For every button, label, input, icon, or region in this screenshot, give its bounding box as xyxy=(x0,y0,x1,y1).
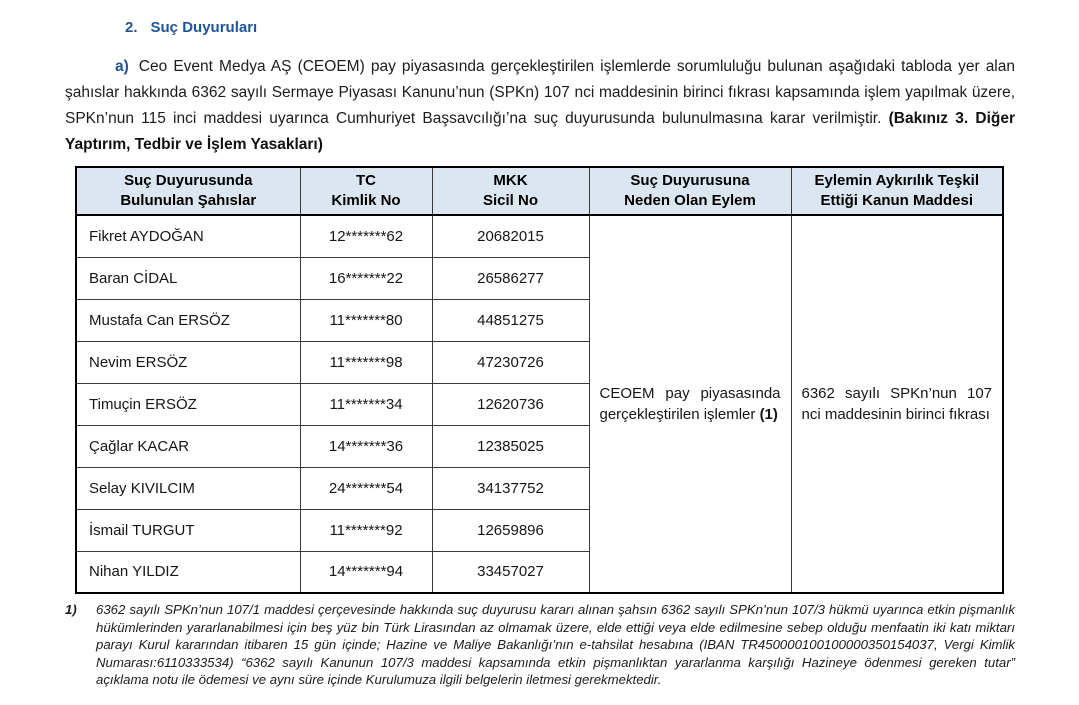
tc-kimlik-cell: 14*******36 xyxy=(300,425,432,467)
intro-paragraph xyxy=(65,54,1015,158)
complaints-table xyxy=(75,166,1004,594)
tc-kimlik-cell: 14*******94 xyxy=(300,551,432,593)
column-header-persons: Suç Duyurusunda Bulunulan Şahıslar xyxy=(76,167,300,215)
person-name-cell: Baran CİDAL xyxy=(76,257,300,299)
mkk-sicil-cell: 12385025 xyxy=(432,425,589,467)
table-row xyxy=(76,215,1003,257)
tc-kimlik-cell: 11*******98 xyxy=(300,341,432,383)
column-header-tc-kimlik: TC Kimlik No xyxy=(300,167,432,215)
paragraph-label: a) xyxy=(115,58,129,75)
tc-kimlik-cell: 24*******54 xyxy=(300,467,432,509)
tc-kimlik-cell: 11*******34 xyxy=(300,383,432,425)
tc-kimlik-cell: 11*******92 xyxy=(300,509,432,551)
section-title: Suç Duyuruları xyxy=(150,19,258,36)
person-name-cell: Fikret AYDOĞAN xyxy=(76,215,300,257)
paragraph-text: Ceo Event Medya AŞ (CEOEM) pay piyasasında gerçekleştirilen işlemlerde sorumluluğu bulunan aşağıdaki tabloda yer alan şahıslar hakkında 6362 sayılı Sermaye Piyasası Kanunu’nun (SPKn) 107 nci maddesinin birinci fıkrası kapsamında işlem yapılmak üzere, SPKn’nun 115 inci maddesi uyarınca Cumhuriyet Başsavcılığı’na suç duyurusunda bulunulmasına karar verilmiştir. xyxy=(65,58,1015,127)
person-name-cell: Nihan YILDIZ xyxy=(76,551,300,593)
tc-kimlik-cell: 16*******22 xyxy=(300,257,432,299)
mkk-sicil-cell: 47230726 xyxy=(432,341,589,383)
mkk-sicil-cell: 12620736 xyxy=(432,383,589,425)
paragraph-bold-reference: (Bakınız 3. Diğer Yaptırım, Tedbir ve İşlem Yasakları) xyxy=(65,110,1015,153)
footnote-text: 6362 sayılı SPKn’nun 107/1 maddesi çerçevesinde hakkında suç duyurusu kararı alınan şahsın 6362 sayılı SPKn’nun 107/3 hükmü uyarınca etkin pişmanlık hükümlerinden yararlanabilmesi için beş yüz bin Türk Lirasından az olmamak üzere, elde ettiği veya elde edilmesine sebep olduğu menfaatin iki katı miktarı parayı Kurul kararından itibaren 15 gün içinde; Hazine ve Maliye Bakanlığı’nın e-tahsilat hesabına (IBAN TR450000100100000350154037, Vergi Kimlik Numarası:6110333534) “6362 sayılı Kanunun 107/3 maddesi kapsamında etkin pişmanlıktan yararlanma karşılığı Hazineye ödenmesi gereken tutar” açıklama notu ile ödemesi ve aynı süre içinde Kurulumuza ilgili belgelerin iletmesi gerekmektedir. xyxy=(96,602,1015,687)
section-heading xyxy=(125,18,1015,38)
person-name-cell: Çağlar KACAR xyxy=(76,425,300,467)
eylem-merged-cell xyxy=(589,215,791,593)
person-name-cell: Nevim ERSÖZ xyxy=(76,341,300,383)
person-name-cell: Selay KIVILCIM xyxy=(76,467,300,509)
person-name-cell: Mustafa Can ERSÖZ xyxy=(76,299,300,341)
person-name-cell: İsmail TURGUT xyxy=(76,509,300,551)
person-name-cell: Timuçin ERSÖZ xyxy=(76,383,300,425)
eylem-text: CEOEM pay piyasasında gerçekleştirilen işlemler xyxy=(599,385,781,423)
kanun-maddesi-merged-cell: 6362 sayılı SPKn’nun 107 nci maddesinin birinci fıkrası xyxy=(791,215,1003,593)
mkk-sicil-cell: 26586277 xyxy=(432,257,589,299)
footnote-marker: 1) xyxy=(65,602,77,617)
tc-kimlik-cell: 11*******80 xyxy=(300,299,432,341)
table-header-row xyxy=(76,167,1003,215)
column-header-mkk-sicil: MKK Sicil No xyxy=(432,167,589,215)
mkk-sicil-cell: 33457027 xyxy=(432,551,589,593)
section-number: 2. xyxy=(125,19,138,36)
eylem-footnote-ref: (1) xyxy=(759,406,778,423)
footnote xyxy=(65,601,1015,689)
mkk-sicil-cell: 20682015 xyxy=(432,215,589,257)
column-header-eylem: Suç Duyurusuna Neden Olan Eylem xyxy=(589,167,791,215)
mkk-sicil-cell: 34137752 xyxy=(432,467,589,509)
mkk-sicil-cell: 12659896 xyxy=(432,509,589,551)
mkk-sicil-cell: 44851275 xyxy=(432,299,589,341)
column-header-kanun-maddesi: Eylemin Aykırılık Teşkil Ettiği Kanun Maddesi xyxy=(791,167,1003,215)
tc-kimlik-cell: 12*******62 xyxy=(300,215,432,257)
